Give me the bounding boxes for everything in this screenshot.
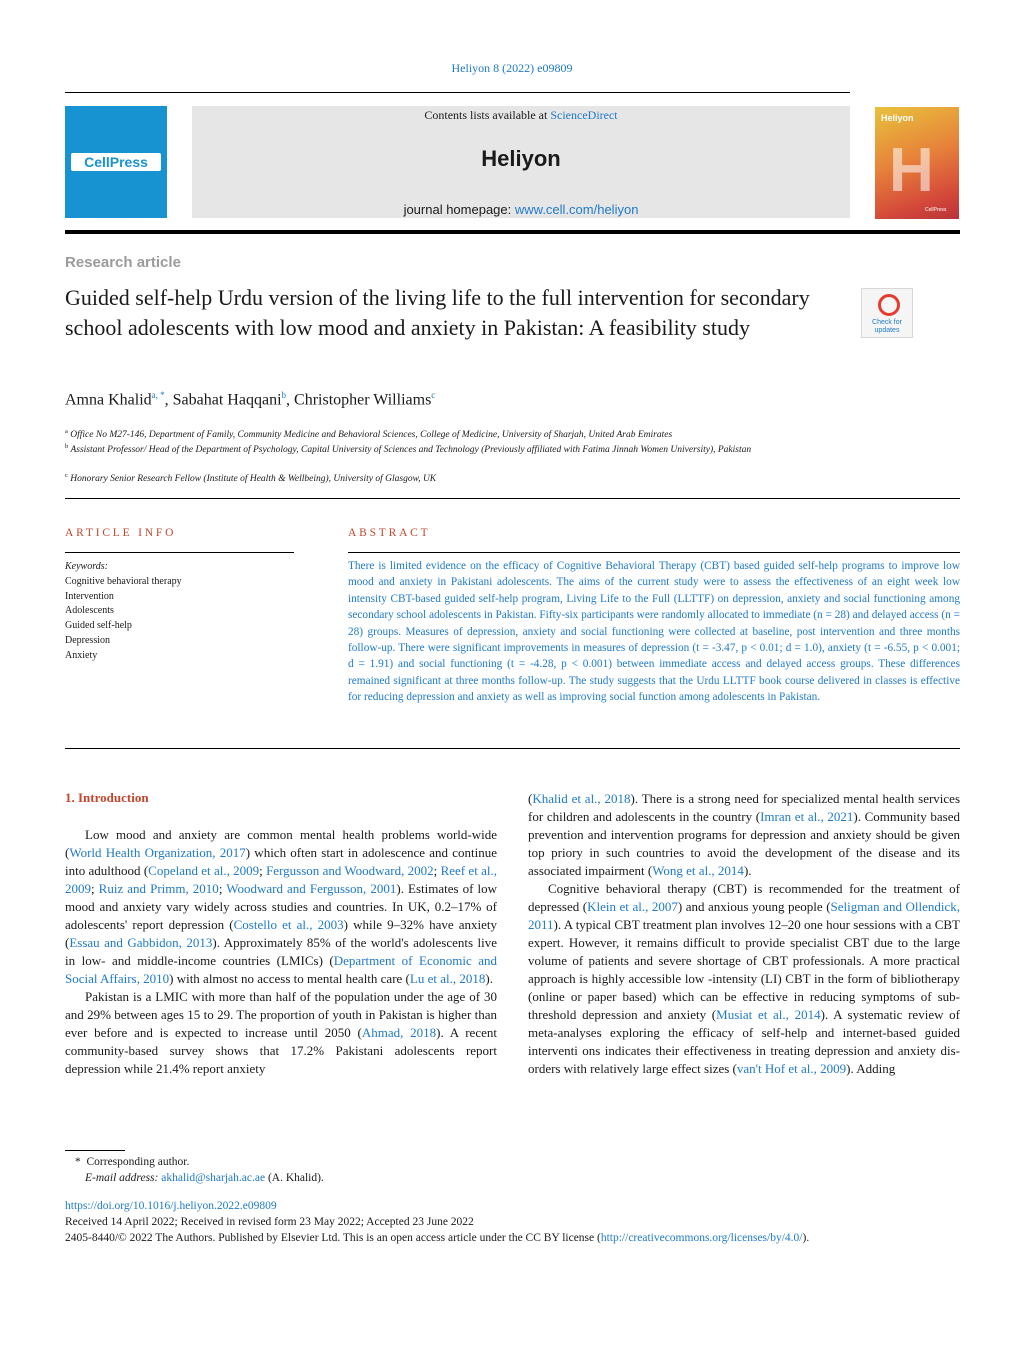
- citation-link[interactable]: Wong et al., 2014: [652, 863, 744, 878]
- body-text: ). A typical CBT treatment plan involves 12–20 one hour sessions with a CBT expert. However, it remains difficult to provide specialist CBT due to the large volume of patients and severe shortage of CBT professionals. A more practical approach is highly accessible low -intensity (LI) CBT in the form of bibliotherapy (online or paper based) which can be effective in reducing symptoms of sub-threshold depression and anxiety (: [528, 917, 960, 1022]
- email-note: [65, 1170, 324, 1186]
- journal-cover-thumbnail[interactable]: [875, 107, 959, 219]
- footnote-rule: [65, 1150, 125, 1151]
- citation-link[interactable]: Lu et al., 2018: [409, 971, 486, 986]
- check-updates-label: Check for updates: [872, 319, 902, 334]
- copyright-line: [65, 1232, 809, 1244]
- article-info-rule: [65, 552, 294, 553]
- citation-link[interactable]: Seligman and Ollendick, 2011: [528, 899, 960, 932]
- author-affiliation-mark[interactable]: b: [281, 390, 287, 400]
- abstract-rule: [348, 552, 960, 553]
- citation-link[interactable]: Khalid et al., 2018: [532, 791, 631, 806]
- citation-link[interactable]: Fergusson and Woodward, 2002: [266, 863, 434, 878]
- citation-link[interactable]: Woodward and Fergusson, 2001: [226, 881, 397, 896]
- citation-link[interactable]: Klein et al., 2007: [587, 899, 678, 914]
- author-separator: ,: [286, 391, 295, 409]
- body-text: ;: [433, 863, 441, 878]
- body-text: Pakistan is a LMIC with more than half of the population under the age of 30 and 29% between ages 15 to 29. The proportion of youth in Pakistan is higher than ever before and is expected to increase until 2050 (: [65, 989, 497, 1040]
- keyword: Cognitive behavioral therapy: [65, 575, 182, 587]
- intro-paragraph: [528, 790, 960, 880]
- author-name[interactable]: Christopher Williams: [294, 391, 432, 409]
- cellpress-logo-text: CellPress: [71, 153, 161, 171]
- author-name[interactable]: Sabahat Haqqani: [172, 391, 282, 409]
- affiliation-text: Honorary Senior Research Fellow (Institute of Health & Wellbeing), University of Glasgow, UK: [70, 474, 437, 485]
- body-text: Cognitive behavioral therapy (CBT) is recommended for the treatment of depressed (: [528, 881, 960, 914]
- body-text: ).: [743, 863, 752, 878]
- citation-link[interactable]: Essau and Gabbidon, 2013: [69, 935, 213, 950]
- keyword: Adolescents: [65, 605, 114, 617]
- body-text: ). Estimates of low mood and anxiety vary widely across studies and countries. In UK, 0.2–17% of adolescents' report depression (: [65, 881, 497, 932]
- homepage-prefix: journal homepage:: [403, 202, 515, 217]
- check-for-updates-button[interactable]: [861, 288, 913, 338]
- keywords-list: [65, 560, 182, 664]
- body-text: ). There is a strong need for specialized mental health services for children and adolescents in the country (: [528, 791, 961, 824]
- journal-homepage: [192, 202, 850, 217]
- author-separator: ,: [164, 391, 173, 409]
- intro-paragraph: [65, 826, 497, 988]
- sciencedirect-link[interactable]: ScienceDirect: [550, 108, 618, 122]
- copyright-prefix: 2405-8440/© 2022 The Authors. Published by Elsevier Ltd. This is an open access article under the CC BY license (: [65, 1232, 601, 1244]
- author-affiliation-mark[interactable]: c: [431, 390, 436, 400]
- top-rule: [65, 92, 850, 93]
- affiliation-mark: a: [65, 428, 68, 435]
- affiliation-c: [65, 469, 865, 487]
- body-text: ). Approximately 85% of the world's adolescents live in low- and middle-income countries (LMICs) (: [65, 935, 497, 968]
- cover-title: Heliyon: [881, 113, 914, 123]
- affiliation-mark: b: [65, 443, 69, 450]
- doi-link[interactable]: https://doi.org/10.1016/j.heliyon.2022.e09809: [65, 1200, 277, 1212]
- header-thick-rule: [65, 230, 960, 234]
- intro-paragraph: [65, 988, 497, 1078]
- keyword: Anxiety: [65, 649, 98, 661]
- body-text: ;: [218, 881, 227, 896]
- article-info-heading: ARTICLE INFO: [65, 527, 177, 539]
- body-text: ).: [485, 971, 493, 986]
- cover-publisher: CellPress: [925, 207, 947, 213]
- affiliation-b: [65, 440, 865, 458]
- received-dates: Received 14 April 2022; Received in revised form 23 May 2022; Accepted 23 June 2022: [65, 1216, 474, 1228]
- contents-prefix: Contents lists available at: [424, 108, 551, 122]
- citation-link[interactable]: World Health Organization, 2017: [69, 845, 246, 860]
- abstract-bottom-rule: [65, 748, 960, 749]
- body-text: ;: [259, 863, 267, 878]
- corresponding-author-note: [65, 1154, 324, 1170]
- abstract-text: There is limited evidence on the efficacy of Cognitive Behavioral Therapy (CBT) based guided self-help programs to improve low mood and anxiety in Pakistani adolescents. The aims of the current study were to assess the effectiveness of an eight week low intensity CBT-based guided self-help program, Living Life to the Full (LLTTF) on depression, anxiety and social functioning among secondary school adolescents in Pakistan. Fifty-six participants were randomly allocated to immediate (n = 28) and delayed access (n = 28) groups. Measures of depression, anxiety and social functioning were collected at baseline, post intervention and three months follow-up. There were significant improvements in measures of depression (t = -3.47, p < 0.01; d = 1.0), anxiety (t = -6.55, p < 0.001; d = 1.91) and social functioning (t = -4.28, p < 0.001) between immediate access and delayed access groups. These differences remained significant at three months follow-up. The study suggests that the Urdu LLTTF book course delivered in classes is effective for reducing depression and anxiety as well as improving social function among adolescents in Pakistan.: [348, 560, 960, 704]
- journal-citation[interactable]: Heliyon 8 (2022) e09809: [451, 61, 573, 75]
- body-text: ). A recent community-based survey shows that 17.2% Pakistani adolescents report depression while 21.4% report anxiety: [65, 1025, 497, 1076]
- citation-link[interactable]: Costello et al., 2003: [233, 917, 344, 932]
- body-text: ) with almost no access to mental health care (: [169, 971, 410, 986]
- affiliation-rule: [65, 498, 960, 499]
- body-text: ) which often start in adolescence and continue into adulthood (: [65, 845, 497, 878]
- citation-link[interactable]: Copeland et al., 2009: [148, 863, 260, 878]
- email-suffix: (A. Khalid).: [265, 1172, 324, 1184]
- keywords-label: Keywords:: [65, 561, 108, 572]
- citation-link[interactable]: Reef et al., 2009: [65, 863, 497, 896]
- license-link[interactable]: http://creativecommons.org/licenses/by/4.0/: [600, 1232, 803, 1244]
- body-text: ). Community based prevention and intervention programs for depression and anxiety should be given top priory in such countries to avoid the development of the disease and its associated impairment (: [528, 809, 960, 878]
- body-text: Low mood and anxiety are common mental health problems world-wide (: [65, 827, 497, 860]
- email-label: E-mail address:: [85, 1172, 162, 1184]
- body-text: ). A systematic review of meta-analyses exploring the efficacy of self-help and internet-based guided interventi ons indicates their effectiveness in treating depression and anxiety dis-orders with relatively large effect sizes (: [528, 1007, 960, 1076]
- body-text: ;: [91, 881, 99, 896]
- body-text: ). Adding: [846, 1061, 896, 1076]
- affiliation-mark: c: [65, 472, 68, 479]
- citation-link[interactable]: van't Hof et al., 2009: [736, 1061, 847, 1076]
- cover-letter: H: [889, 136, 934, 205]
- intro-left-column: [65, 826, 497, 1078]
- check-updates-icon: [878, 294, 900, 316]
- keyword: Intervention: [65, 590, 114, 602]
- cellpress-logo[interactable]: [65, 106, 167, 218]
- citation-link[interactable]: Ruiz and Primm, 2010: [98, 881, 219, 896]
- citation-link[interactable]: Department of Economic and Social Affairs, 2010: [65, 953, 498, 986]
- affiliation-text: Assistant Professor/ Head of the Department of Psychology, Capital University of Sciences and Technology (Previously affiliated with Fatima Jinnah Women University), Pakistan: [70, 445, 752, 456]
- citation-link[interactable]: Imran et al., 2021: [760, 809, 854, 824]
- body-text: ) and anxious young people (: [677, 899, 831, 914]
- intro-right-column: [528, 790, 960, 1078]
- article-type: Research article: [65, 254, 181, 271]
- homepage-link[interactable]: www.cell.com/heliyon: [514, 202, 639, 217]
- author-affiliation-mark[interactable]: a, *: [151, 390, 165, 400]
- abstract-heading: ABSTRACT: [348, 527, 431, 539]
- article-title: Guided self-help Urdu version of the living life to the full intervention for secondary school adolescents with low mood and anxiety in Pakistan: A feasibility study: [65, 285, 810, 340]
- author-name[interactable]: Amna Khalid: [65, 391, 152, 409]
- copyright-suffix: ).: [802, 1232, 810, 1244]
- affiliation-text: Office No M27-146, Department of Family, Community Medicine and Behavioral Sciences, College of Medicine, University of Sharjah, United Arab Emirates: [70, 430, 673, 441]
- author-list: [65, 390, 435, 409]
- email-link[interactable]: akhalid@sharjah.ac.ae: [161, 1172, 266, 1184]
- keyword: Guided self-help: [65, 620, 132, 632]
- body-text: ) while 9–32% have anxiety (: [65, 917, 498, 950]
- introduction-heading: 1. Introduction: [65, 790, 149, 805]
- corresponding-mark: *: [75, 1156, 81, 1168]
- citation-link[interactable]: Ahmad, 2018: [361, 1025, 437, 1040]
- footnotes: [65, 1154, 324, 1186]
- journal-name: Heliyon: [481, 146, 561, 171]
- corresponding-text: Corresponding author.: [86, 1156, 190, 1168]
- keyword: Depression: [65, 634, 110, 646]
- contents-line: [192, 108, 850, 123]
- intro-paragraph: [528, 880, 960, 1078]
- body-text: (: [528, 791, 533, 806]
- citation-link[interactable]: Musiat et al., 2014: [716, 1007, 821, 1022]
